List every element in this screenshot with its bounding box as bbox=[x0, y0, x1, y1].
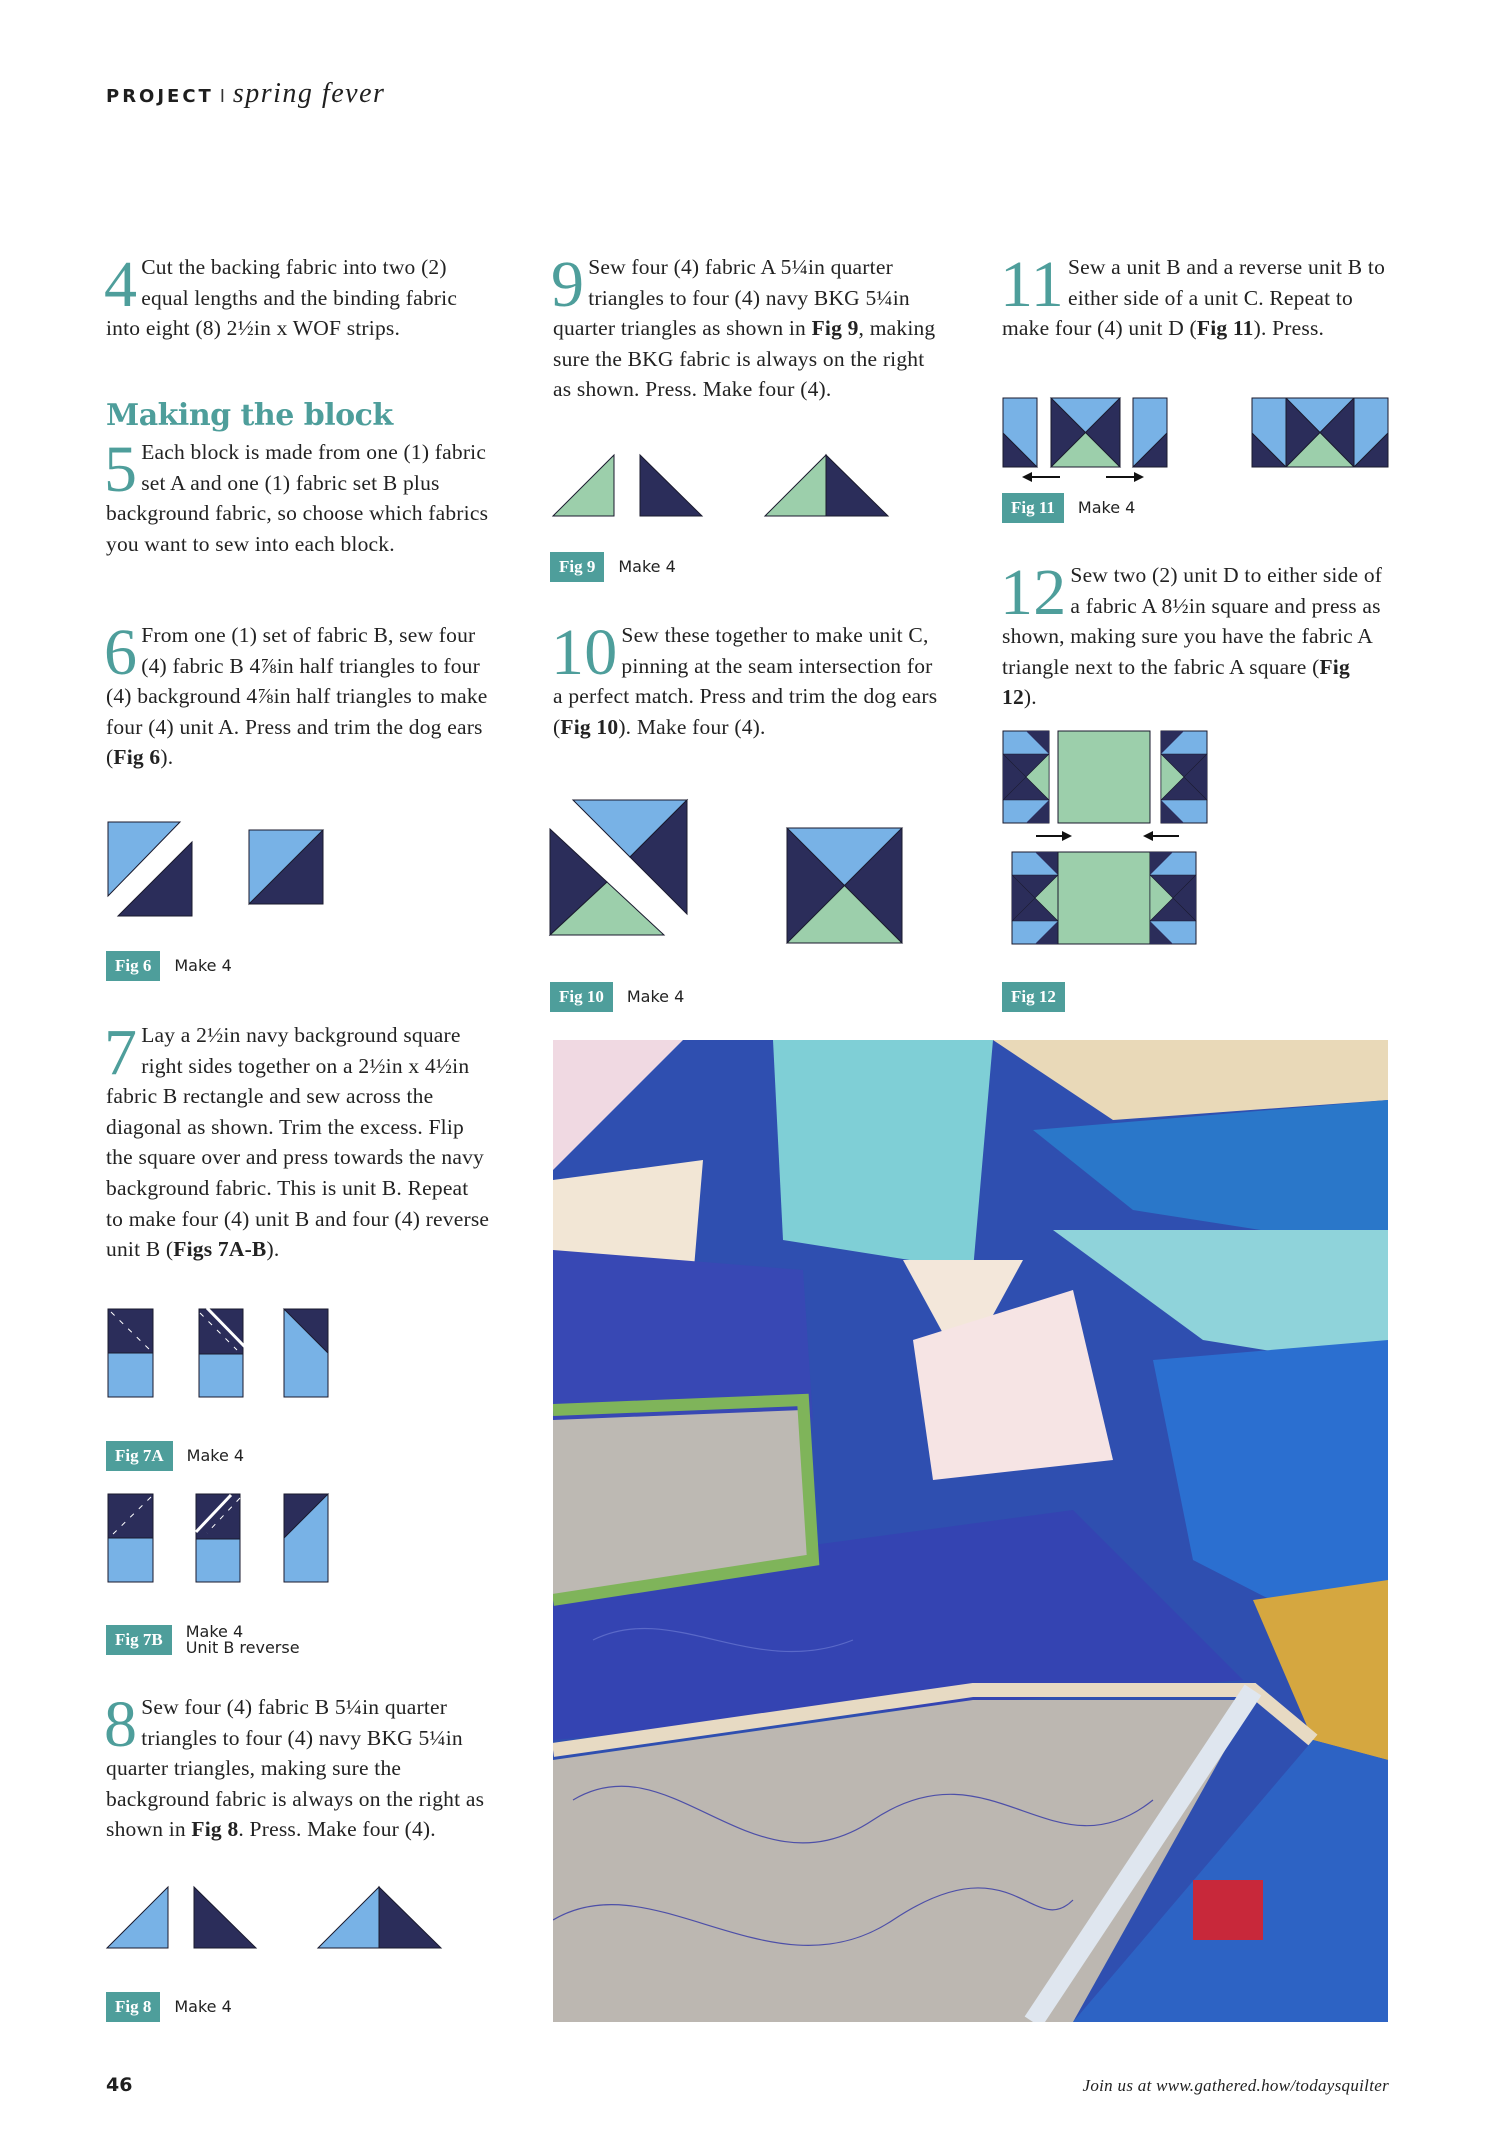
step-text: Lay a 2½in navy background square right sides together on a 2½in x 4½in fabric B rectangle and sew across the diagonal as shown. Trim the excess. Flip the square over and press towards the navy background fabric. This is unit B. Repeat to make four (4) unit B and four (4) reverse unit B ( bbox=[106, 1023, 490, 1262]
step-6 bbox=[104, 616, 491, 773]
step-number: 8 bbox=[104, 1688, 138, 1761]
fig-caption-sub: Unit B reverse bbox=[185, 1638, 300, 1657]
figure-reference: Figs 7A-B bbox=[173, 1237, 267, 1262]
figure-reference: Fig 8 bbox=[191, 1817, 239, 1842]
step-text: Cut the backing fabric into two (2) equal lengths and the binding fabric into eight (8) 2½in x WOF strips. bbox=[106, 255, 458, 341]
figure-reference: Fig 6 bbox=[113, 745, 161, 770]
fig9-label bbox=[550, 552, 676, 582]
navy-fold bbox=[553, 1250, 813, 1420]
page-number: 46 bbox=[106, 2074, 133, 2096]
step-9 bbox=[551, 248, 938, 405]
fig-caption: Make 4 bbox=[1077, 498, 1136, 517]
step-text-end: ). Make four (4). bbox=[618, 714, 766, 739]
fig-tag: Fig 9 bbox=[550, 552, 604, 582]
fig-caption: Make 4 bbox=[174, 956, 232, 975]
fig7a-diagram bbox=[107, 1307, 337, 1399]
step-number: 11 bbox=[1000, 248, 1064, 321]
step-4 bbox=[104, 248, 491, 344]
step-number: 7 bbox=[104, 1016, 138, 1089]
step-number: 9 bbox=[551, 248, 585, 321]
figure-reference: Fig 11 bbox=[1196, 316, 1254, 341]
fig6-label bbox=[106, 951, 232, 981]
fig7b-diagram bbox=[107, 1492, 337, 1584]
fig-caption-group bbox=[186, 1624, 300, 1656]
step-10 bbox=[551, 616, 938, 742]
header-separator: I bbox=[219, 86, 225, 106]
fig-caption: Make 4 bbox=[185, 1622, 244, 1641]
figure-reference: Fig 12 bbox=[1002, 654, 1350, 710]
figure-reference: Fig 9 bbox=[811, 316, 859, 341]
fig8-label bbox=[106, 1992, 232, 2022]
step-text: Sew two (2) unit D to either side of a fabric A 8½in square and press as shown, making sure you have the fabric A triangle next to the fabric A square ( bbox=[1002, 563, 1383, 679]
step-text: Each block is made from one (1) fabric set A and one (1) fabric set B plus background fabric, so choose which fabrics you want to sew into each block. bbox=[106, 440, 489, 556]
fig-tag: Fig 12 bbox=[1002, 982, 1065, 1012]
step-number: 10 bbox=[551, 616, 618, 689]
section-heading: Making the block bbox=[106, 398, 393, 433]
unit-d-joined-right bbox=[1150, 852, 1196, 944]
step-8 bbox=[104, 1688, 491, 1845]
figure-reference: Fig 10 bbox=[560, 714, 619, 739]
step-number: 4 bbox=[104, 248, 138, 321]
fig-tag: Fig 6 bbox=[106, 951, 160, 981]
fig9-diagram bbox=[552, 454, 892, 520]
fig11-label bbox=[1002, 493, 1135, 523]
step-number: 12 bbox=[1000, 556, 1067, 629]
fig8-diagram bbox=[106, 1886, 446, 1952]
fig12-label bbox=[1002, 982, 1065, 1012]
step-7 bbox=[104, 1016, 491, 1265]
section-label: PROJECT bbox=[106, 86, 214, 107]
fig7b-label bbox=[106, 1624, 300, 1656]
fig-tag: Fig 10 bbox=[550, 982, 613, 1012]
step-text-end: ). bbox=[160, 745, 174, 770]
step-text-end: . Press. Make four (4). bbox=[238, 1817, 436, 1842]
fig7a-label bbox=[106, 1441, 244, 1471]
step-text: From one (1) set of fabric B, sew four (4) fabric B 4⅞in half triangles to four (4) background 4⅞in half triangles to make four (4) unit A. Press and trim the dog ears ( bbox=[106, 623, 488, 770]
project-title: spring fever bbox=[232, 78, 386, 109]
print-motif bbox=[1193, 1880, 1263, 1940]
step-5 bbox=[104, 433, 491, 559]
fig10-diagram bbox=[549, 798, 909, 938]
footer-link[interactable]: Join us at www.gathered.how/todaysquilter bbox=[1082, 2076, 1389, 2095]
fig-tag: Fig 11 bbox=[1002, 493, 1064, 523]
fig11-diagram bbox=[1002, 396, 1392, 486]
fig12-diagram bbox=[1002, 730, 1212, 956]
step-text-end: , making sure the BKG fabric is always on the right as shown. Press. Make four (4). bbox=[553, 316, 936, 402]
fig-tag: Fig 8 bbox=[106, 1992, 160, 2022]
step-text: Sew a unit B and a reverse unit B to either side of a unit C. Repeat to make four (4) unit D ( bbox=[1002, 255, 1386, 341]
step-number: 5 bbox=[104, 433, 138, 506]
step-text: Sew four (4) fabric A 5¼in quarter triangles to four (4) navy BKG 5¼in quarter triangles as shown in bbox=[553, 255, 910, 341]
step-text-end: ). bbox=[266, 1237, 280, 1262]
unit-d-right bbox=[1161, 731, 1207, 823]
print-patch bbox=[773, 1040, 993, 1270]
step-number: 6 bbox=[104, 616, 138, 689]
step-text: Sew these together to make unit C, pinning at the seam intersection for a perfect match. Press and trim the dog ears ( bbox=[553, 623, 938, 739]
step-11 bbox=[1000, 248, 1387, 344]
step-text: Sew four (4) fabric B 5¼in quarter triangles to four (4) navy BKG 5¼in quarter triangles, making sure the background fabric is always on the right as shown in bbox=[106, 1695, 485, 1842]
fig-caption: Make 4 bbox=[618, 557, 676, 576]
fig10-label bbox=[550, 982, 684, 1012]
step-text-end: ). Press. bbox=[1253, 316, 1325, 341]
fig-tag: Fig 7B bbox=[106, 1625, 172, 1655]
step-12 bbox=[1000, 556, 1387, 713]
fig-caption: Make 4 bbox=[174, 1997, 232, 2016]
unit-d-left bbox=[1003, 731, 1049, 823]
fig-tag: Fig 7A bbox=[106, 1441, 173, 1471]
fig-caption: Make 4 bbox=[626, 987, 685, 1006]
running-header bbox=[106, 78, 385, 110]
step-text-end: ). bbox=[1023, 685, 1037, 710]
quilt-photo bbox=[553, 1040, 1388, 2022]
fig-caption: Make 4 bbox=[186, 1446, 245, 1465]
fig6-diagram bbox=[106, 820, 336, 916]
unit-d-joined-left bbox=[1012, 852, 1058, 944]
